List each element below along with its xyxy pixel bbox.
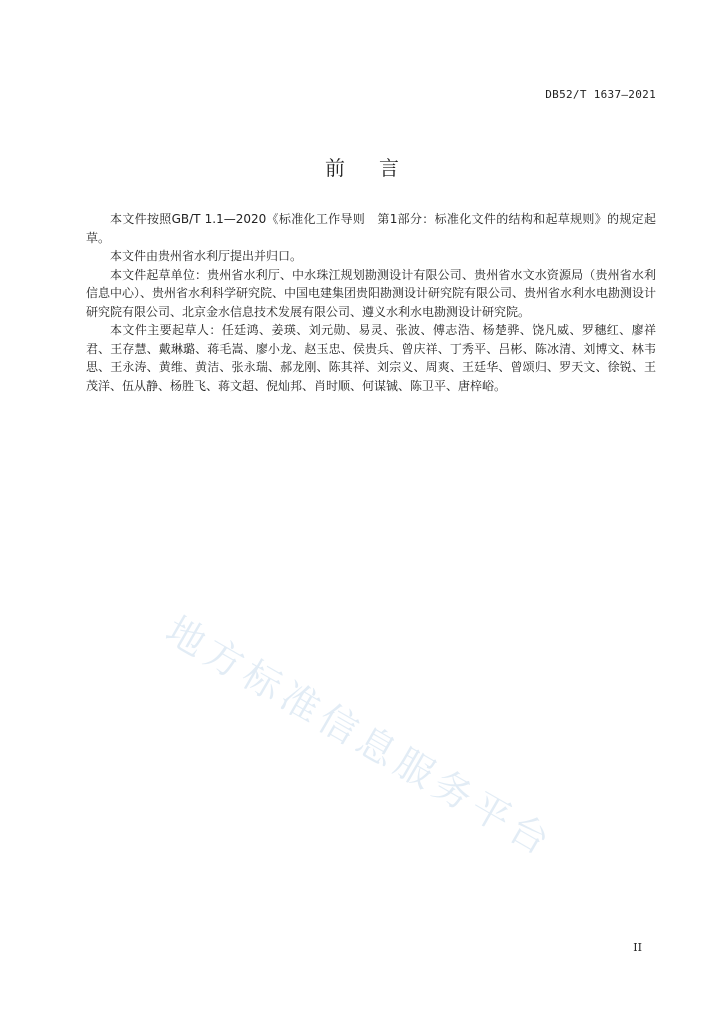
foreword-body	[86, 210, 656, 395]
watermark: 地方标准信息服务平台	[158, 607, 562, 866]
paragraph-drafters: 本文件主要起草人：任廷鸿、姜瑛、刘元勋、易灵、张波、傅志浩、杨楚骅、饶凡威、罗穗红、廖祥君、王存慧、戴琳璐、蒋毛嵩、廖小龙、赵玉忠、侯贵兵、曾庆祥、丁秀平、吕彬、陈冰清、刘博文、林韦思、王永涛、黄维、黄洁、张永瑞、郝龙刚、陈其祥、刘宗义、周爽、王廷华、曾颂归、罗天文、徐锐、王茂洋、伍从静、杨胜飞、蒋文超、倪灿邦、肖时顺、何谋铖、陈卫平、唐梓峪。	[86, 323, 656, 393]
paragraph-drafting-units: 本文件起草单位：贵州省水利厅、中水珠江规划勘测设计有限公司、贵州省水文水资源局（贵州省水利信息中心）、贵州省水利科学研究院、中国电建集团贵阳勘测设计研究院有限公司、贵州省水利水电勘测设计研究院有限公司、北京金水信息技术发展有限公司、遵义水利水电勘测设计研究院。	[86, 267, 657, 319]
document-code: DB52/T 1637—2021	[545, 88, 656, 101]
page-number: II	[633, 941, 642, 954]
paragraph-drafting-basis: 本文件按照GB/T 1.1—2020《标准化工作导则 第1部分：标准化文件的结构和起草规则》的规定起草。	[86, 212, 656, 245]
page-title: 前言	[325, 156, 433, 180]
paragraph-proposer: 本文件由贵州省水利厅提出并归口。	[110, 249, 303, 263]
